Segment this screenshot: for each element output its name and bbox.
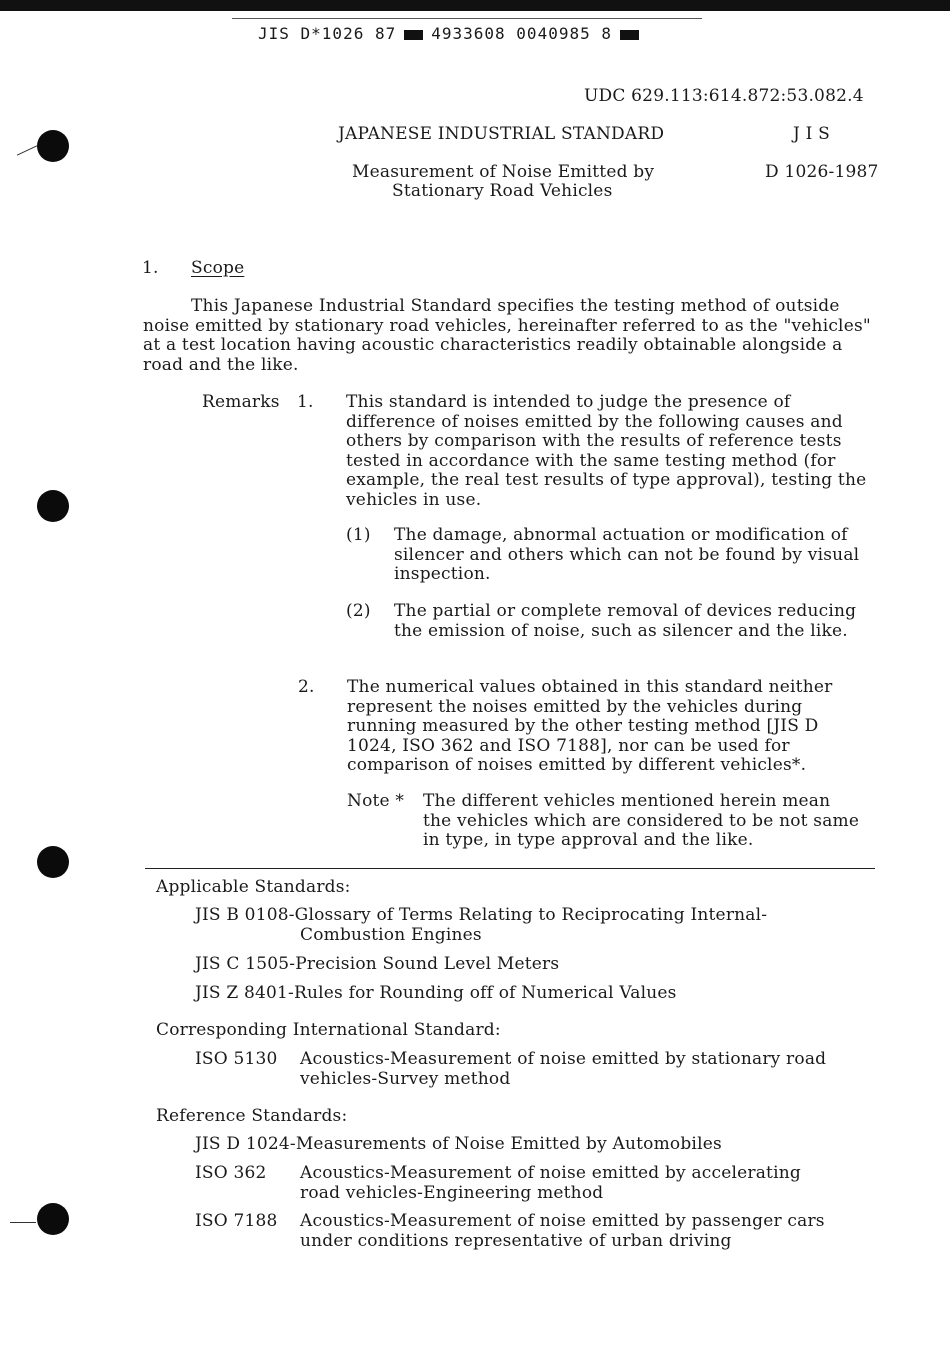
section-divider (145, 868, 875, 869)
catalog-code-part2: 4933608 0040985 8 (431, 24, 612, 43)
reference-item-1: JIS D 1024-Measurements of Noise Emitted by Automobiles (195, 1134, 722, 1154)
scan-mark (17, 145, 37, 155)
reference-item-3-code: ISO 7188 (195, 1211, 278, 1231)
standard-title: JAPANESE INDUSTRIAL STANDARD (338, 124, 665, 144)
reference-item-2-code: ISO 362 (195, 1163, 267, 1183)
applicable-item-2: JIS C 1505-Precision Sound Level Meters (195, 954, 560, 974)
remark1-text: This standard is intended to judge the presence of difference of noises emitted by the following causes and others by comparison with the results of reference tests tested in accordance with the same testing method (for example, the real test results of type approval), testing the vehicles in use. (346, 392, 867, 510)
applicable-item-1-cont: Combustion Engines (300, 925, 482, 945)
catalog-code-line (258, 24, 647, 43)
note-label: Note * (347, 791, 405, 811)
remark1-number: 1. (297, 392, 314, 412)
punch-hole (37, 846, 69, 878)
item2-number: (2) (346, 601, 371, 621)
jis-mark: J I S (793, 124, 830, 144)
note-text: The different vehicles mentioned herein mean the vehicles which are considered to be not same in type, in type approval and the like. (423, 791, 860, 850)
punch-hole (37, 490, 69, 522)
redaction-block (404, 30, 423, 40)
section-number: 1. (142, 258, 159, 278)
reference-item-3-text: Acoustics-Measurement of noise emitted by passenger cars under conditions representative of urban driving (300, 1211, 825, 1251)
item1-text: The damage, abnormal actuation or modification of silencer and others which can not be found by visual inspection. (394, 525, 860, 584)
applicable-heading: Applicable Standards: (156, 877, 351, 897)
section-heading: Scope (191, 258, 245, 278)
reference-item-2-text: Acoustics-Measurement of noise emitted by accelerating road vehicles-Engineering method (300, 1163, 801, 1203)
punch-hole (37, 1203, 69, 1235)
international-text: Acoustics-Measurement of noise emitted by stationary road vehicles-Survey method (300, 1049, 827, 1089)
redaction-block (620, 30, 639, 40)
scan-top-border (0, 0, 950, 11)
scope-paragraph: This Japanese Industrial Standard specifies the testing method of outside noise emitted by stationary road vehicles, hereinafter referred to as the "vehicles" at a test location having acoustic characteristics readily obtainable alongside a road and the like. (143, 296, 871, 375)
remark2-text: The numerical values obtained in this standard neither represent the noises emitted by the vehicles during running measured by the other testing method [JIS D 1024, ISO 362 and ISO 7188], nor can be used for comparison of noises emitted by different vehicles*. (347, 677, 833, 775)
international-heading: Corresponding International Standard: (156, 1020, 501, 1040)
doc-title-line1: Measurement of Noise Emitted by (352, 162, 655, 182)
udc-code: UDC 629.113:614.872:53.082.4 (584, 86, 864, 106)
remarks-label: Remarks (202, 392, 280, 412)
doc-number: D 1026-1987 (765, 162, 879, 182)
international-code: ISO 5130 (195, 1049, 278, 1069)
header-rule (232, 18, 702, 19)
applicable-item-1: JIS B 0108-Glossary of Terms Relating to Reciprocating Internal- (195, 905, 768, 925)
scan-mark (10, 1222, 36, 1223)
applicable-item-3: JIS Z 8401-Rules for Rounding off of Numerical Values (195, 983, 677, 1003)
doc-title-line2: Stationary Road Vehicles (392, 181, 613, 201)
catalog-code-part1: JIS D*1026 87 (258, 24, 397, 43)
remark2-number: 2. (298, 677, 315, 697)
reference-heading: Reference Standards: (156, 1106, 348, 1126)
item1-number: (1) (346, 525, 371, 545)
item2-text: The partial or complete removal of devices reducing the emission of noise, such as silencer and the like. (394, 601, 857, 641)
punch-hole (37, 130, 69, 162)
